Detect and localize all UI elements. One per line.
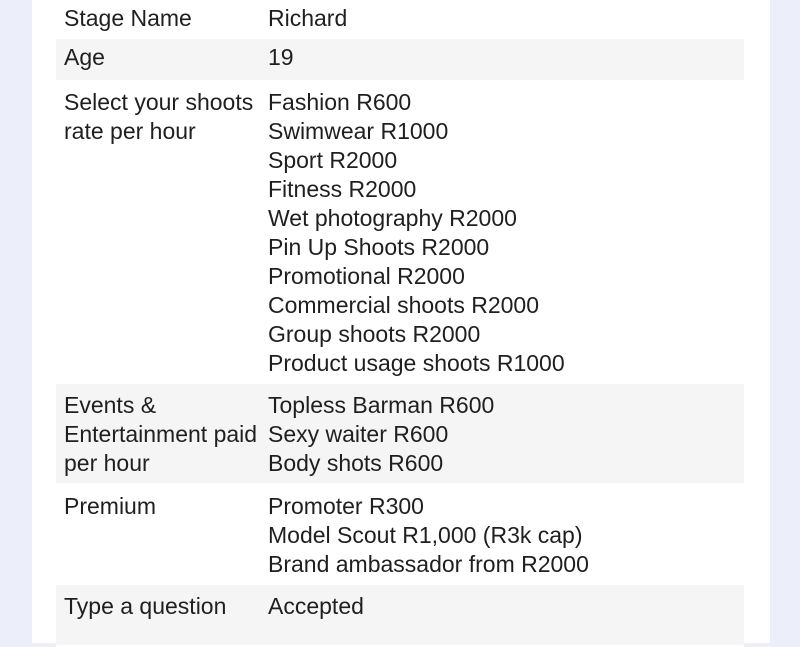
premium-item: Promoter R300: [268, 493, 424, 519]
events-item: Sexy waiter R600: [268, 421, 449, 447]
events-item: Body shots R600: [268, 450, 444, 476]
shoots-rate-item: Wet photography R2000: [268, 205, 517, 231]
premium-values: [268, 492, 744, 583]
submission-table: [56, 0, 744, 647]
age-label: Age: [64, 44, 105, 70]
question-value: Accepted: [268, 593, 364, 619]
events-item: Topless Barman R600: [268, 392, 495, 418]
row-stage-name: [56, 0, 744, 39]
shoots-rate-item: Fitness R2000: [268, 176, 417, 202]
events-values: [268, 391, 744, 483]
question-label: Type a question: [64, 593, 227, 619]
events-label: Events & Entertainment paid per hour: [64, 392, 258, 476]
stage-name-value: Richard: [268, 5, 348, 31]
shoots-rate-item: Pin Up Shoots R2000: [268, 234, 490, 260]
shoots-rate-item: Promotional R2000: [268, 263, 465, 289]
form-summary-page: [32, 0, 770, 643]
shoots-rate-item: Fashion R600: [268, 89, 412, 115]
row-question: [56, 585, 744, 647]
shoots-rate-label: Select your shoots rate per hour: [64, 89, 254, 144]
shoots-rate-item: Swimwear R1000: [268, 118, 449, 144]
row-shoots-rate: [56, 82, 744, 384]
shoots-rate-item: Group shoots R2000: [268, 321, 481, 347]
age-value: 19: [268, 44, 294, 70]
premium-label: Premium: [64, 493, 157, 519]
shoots-rate-item: Product usage shoots R1000: [268, 350, 565, 376]
row-events-entertainment: [56, 384, 744, 485]
row-premium: [56, 485, 744, 585]
shoots-rate-item: Commercial shoots R2000: [268, 292, 540, 318]
premium-item: Model Scout R1,000 (R3k cap): [268, 522, 583, 548]
row-age: [56, 39, 744, 82]
stage-name-label: Stage Name: [64, 5, 192, 31]
shoots-rate-values: [268, 88, 744, 382]
premium-item: Brand ambassador from R2000: [268, 551, 589, 577]
shoots-rate-item: Sport R2000: [268, 147, 398, 173]
